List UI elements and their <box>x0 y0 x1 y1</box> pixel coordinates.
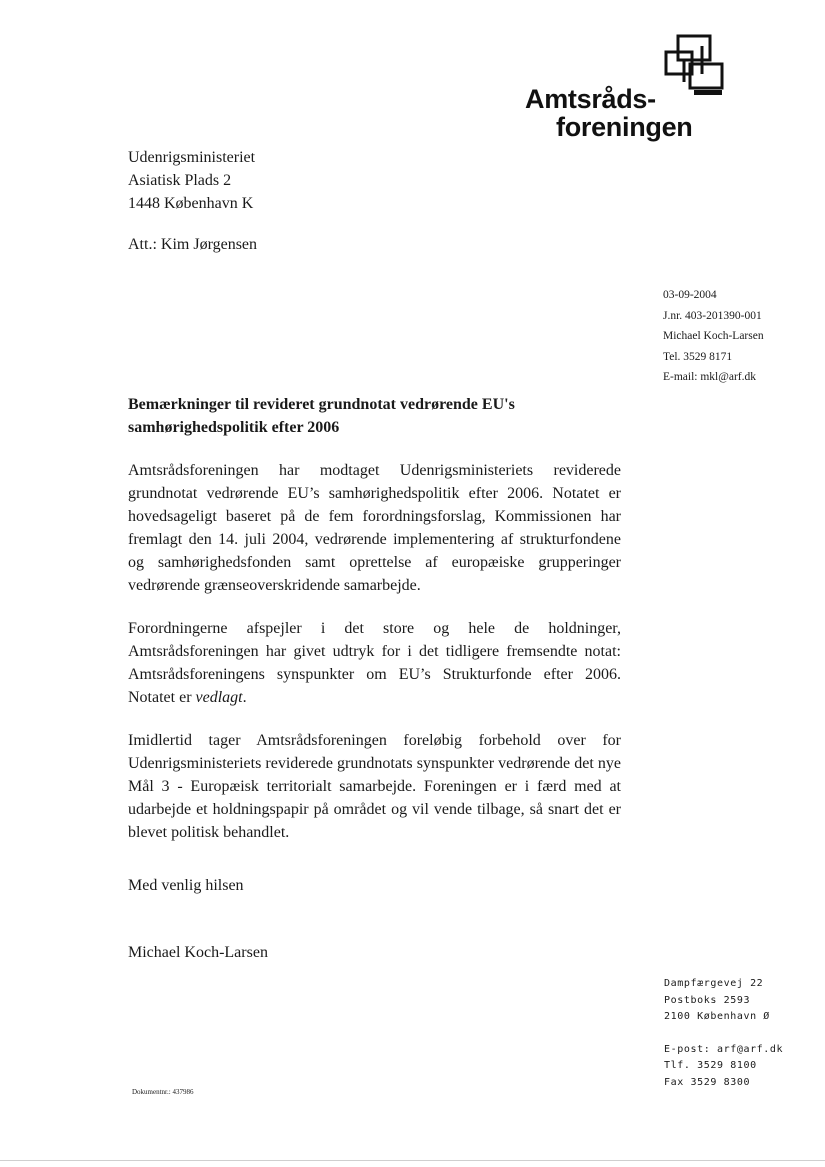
body-paragraph-2-italic: vedlagt <box>195 689 243 706</box>
body-paragraph-2-end: . <box>242 689 247 706</box>
meta-date: 03-09-2004 <box>663 289 717 301</box>
logo-text-line1: Amtsråds- <box>525 84 656 114</box>
meta-phone: Tel. 3529 8171 <box>663 350 733 363</box>
recipient-name: Udenrigsministeriet <box>128 149 256 166</box>
body-paragraph-2-text: Forordningerne afspejler i det store og hele de holdninger, Amtsrådsforeningen har givet udtryk for i det tidligere fremsendte notat: Amtsrådsforeningens synspunkter om EU’s Strukturfonde efter 2006. Notatet er <box>128 620 621 706</box>
meta-sender-name: Michael Koch-Larsen <box>663 330 764 342</box>
address-email: E-post: arf@arf.dk <box>664 1043 784 1055</box>
document-number: Dokumentnr.: 437986 <box>132 1088 194 1096</box>
body-paragraph-1: Amtsrådsforeningen har modtaget Udenrigsministeriets reviderede grundnotat vedrørende EU’s samhørighedspolitik efter 2006. Notatet er hovedsageligt baseret på de fem forordningsforslag, Kommissionen har fremlagt den 14. juli 2004, vedrørende implementering af strukturfondene og samhørighedsfonden samt oprettelse af europæiske grupperinger vedrørende grænseoverskridende samarbejde. <box>128 462 621 594</box>
body-paragraph-3: Imidlertid tager Amtsrådsforeningen foreløbig forbehold over for Udenrigsministeriets reviderede grundnotats synspunkter vedrørende det nye Mål 3 - Europæisk territorialt samarbejde. Foreningen er i færd med at udarbejde et holdningspapir på området og vil vende tilbage, så snart det er blevet politisk behandlet. <box>128 732 621 841</box>
address-phone: Tlf. 3529 8100 <box>664 1060 757 1071</box>
signer-name: Michael Koch-Larsen <box>128 944 268 961</box>
logo-text-line2: foreningen <box>556 112 693 142</box>
closing-greeting: Med venlig hilsen <box>128 877 244 894</box>
meta-email: E-mail: mkl@arf.dk <box>663 371 756 383</box>
address-city: 2100 København Ø <box>664 1011 770 1022</box>
letter-subject: Bemærkninger til revideret grundnotat vedrørende EU's samhørighedspolitik efter 2006 <box>128 396 515 436</box>
recipient-address <box>128 146 255 215</box>
address-pobox: Postboks 2593 <box>664 994 751 1006</box>
sender-address <box>664 976 783 1091</box>
recipient-street: Asiatisk Plads 2 <box>128 172 232 189</box>
attention-line: Att.: Kim Jørgensen <box>128 236 258 253</box>
address-street: Dampfærgevej 22 <box>664 978 764 989</box>
meta-journal-number: J.nr. 403-201390-001 <box>663 309 762 322</box>
scan-edge-line <box>0 1160 825 1161</box>
letter-meta <box>663 285 764 388</box>
amtsraadsforeningen-logo-icon <box>664 34 724 96</box>
body-paragraph-2 <box>128 617 621 709</box>
address-fax: Fax 3529 8300 <box>664 1076 751 1088</box>
recipient-city: 1448 København K <box>128 195 254 212</box>
